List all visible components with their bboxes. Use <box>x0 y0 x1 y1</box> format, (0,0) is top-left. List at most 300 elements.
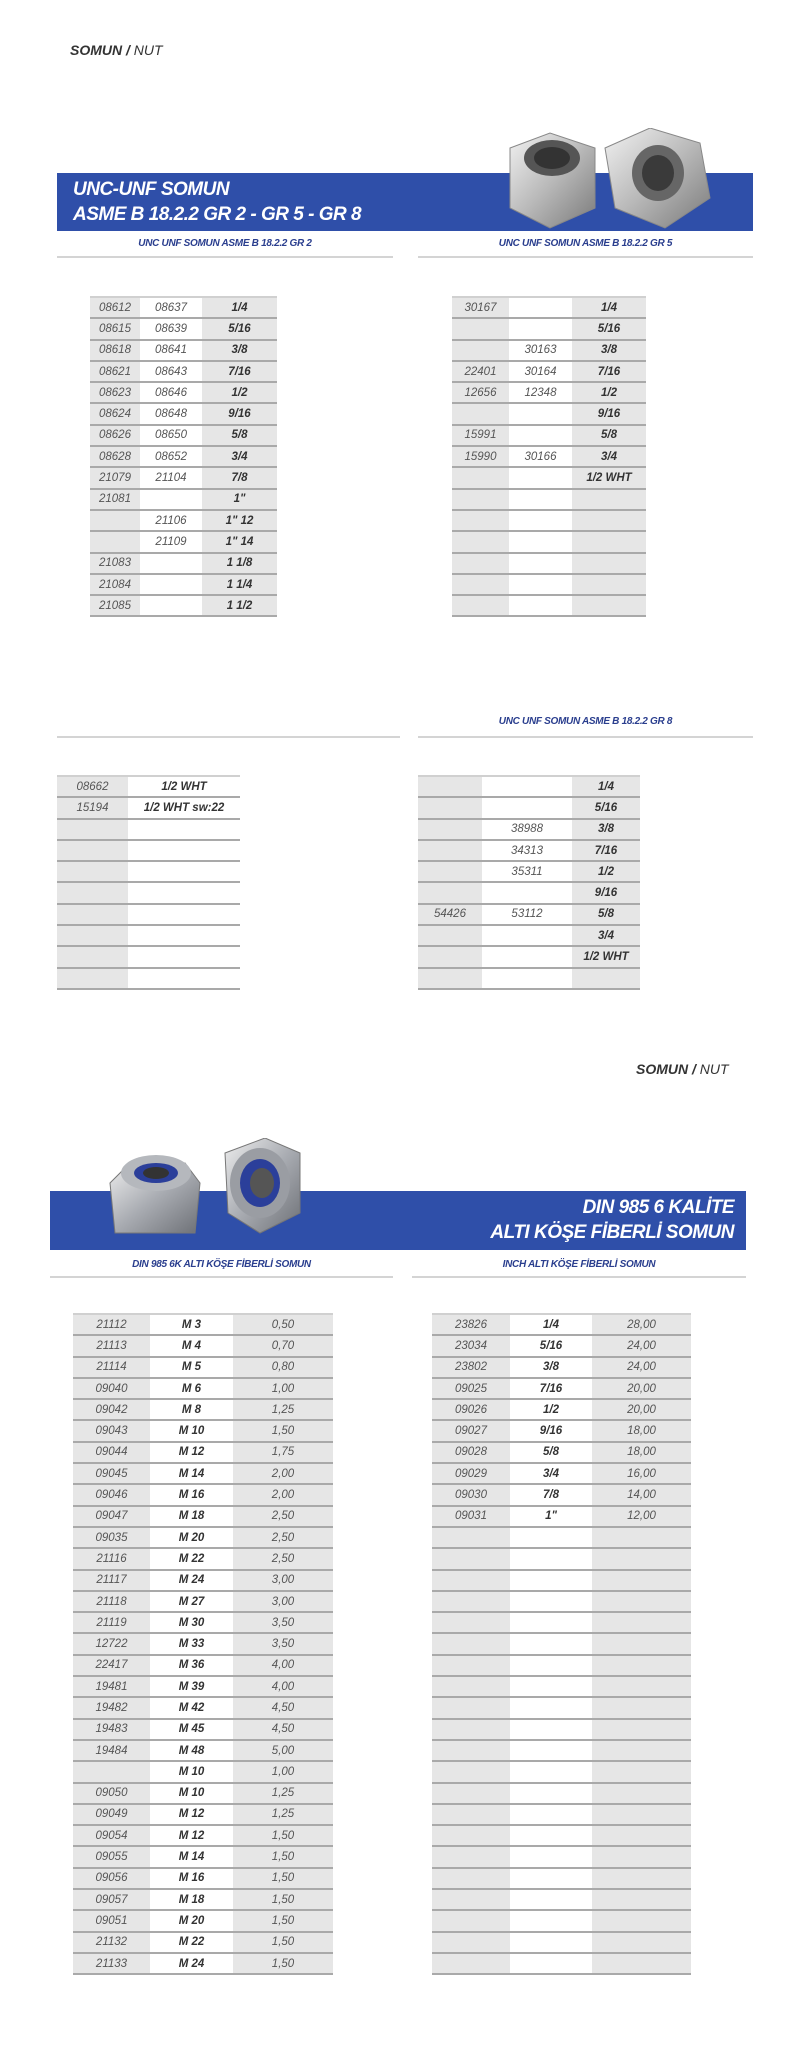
table-cell: 1,75 <box>233 1442 333 1463</box>
table-row <box>73 1719 333 1740</box>
table-cell <box>452 467 509 488</box>
table-cell <box>432 1697 510 1718</box>
table-row <box>432 1633 691 1654</box>
table-row <box>452 340 646 361</box>
table-cell: 1,50 <box>233 1868 333 1889</box>
table-cell <box>510 1633 592 1654</box>
table-row <box>90 425 277 446</box>
table-row <box>452 574 646 595</box>
table-cell: 35311 <box>482 861 572 882</box>
table-cell: M 10 <box>150 1761 233 1782</box>
table-cell: 08624 <box>90 403 140 424</box>
table-row <box>57 797 240 818</box>
subtitle-inch: INCH ALTI KÖŞE FİBERLİ SOMUN <box>502 1259 656 1270</box>
table-row <box>432 1591 691 1612</box>
table-row <box>452 595 646 616</box>
table-row <box>57 925 240 946</box>
table-cell <box>510 1825 592 1846</box>
table-cell: 15991 <box>452 425 509 446</box>
table-cell <box>572 531 646 552</box>
table-cell <box>432 1740 510 1761</box>
table-cell: 21117 <box>73 1570 150 1591</box>
table-row <box>90 467 277 488</box>
table-cell: M 22 <box>150 1932 233 1953</box>
table-cell <box>482 776 572 797</box>
table-cell: M 10 <box>150 1783 233 1804</box>
table-cell: 23826 <box>432 1314 510 1335</box>
table-cell: M 22 <box>150 1548 233 1569</box>
table-cell: 7/16 <box>572 361 646 382</box>
table-cell <box>592 1889 691 1910</box>
table-cell: 08650 <box>140 425 202 446</box>
table-cell: 3/8 <box>572 819 640 840</box>
table-cell: 2,50 <box>233 1548 333 1569</box>
table-cell: M 24 <box>150 1570 233 1591</box>
table-row <box>90 446 277 467</box>
table-cell <box>432 1825 510 1846</box>
divider <box>418 256 753 258</box>
table-cell <box>510 1740 592 1761</box>
table-cell: 5/8 <box>572 425 646 446</box>
table-cell: 09029 <box>432 1463 510 1484</box>
table-cell: 08618 <box>90 340 140 361</box>
table-cell: 18,00 <box>592 1420 691 1441</box>
table-row <box>73 1953 333 1974</box>
table-cell: 12,00 <box>592 1506 691 1527</box>
table-cell: 09031 <box>432 1506 510 1527</box>
table-cell: M 12 <box>150 1825 233 1846</box>
table-cell: 0,50 <box>233 1314 333 1335</box>
table-cell: 09042 <box>73 1399 150 1420</box>
table-cell: M 48 <box>150 1740 233 1761</box>
table-cell: 0,70 <box>233 1335 333 1356</box>
table-cell: 24,00 <box>592 1335 691 1356</box>
table-cell <box>482 925 572 946</box>
table-cell: 38988 <box>482 819 572 840</box>
table-row <box>432 1740 691 1761</box>
table-cell: 09057 <box>73 1889 150 1910</box>
table-cell <box>510 1804 592 1825</box>
table-row <box>73 1868 333 1889</box>
table-cell: 09055 <box>73 1846 150 1867</box>
subtitle-din985: DIN 985 6K ALTI KÖŞE FİBERLİ SOMUN <box>132 1259 311 1270</box>
table-cell <box>592 1719 691 1740</box>
table-row <box>452 467 646 488</box>
table-row <box>452 297 646 318</box>
table-cell: 21084 <box>90 574 140 595</box>
table-row <box>90 340 277 361</box>
table-cell: 21083 <box>90 553 140 574</box>
table-row <box>73 1335 333 1356</box>
table-cell <box>418 968 482 989</box>
table-row <box>90 297 277 318</box>
hex-nut-image <box>500 128 730 238</box>
table-cell: 21079 <box>90 467 140 488</box>
table-cell: 3/4 <box>202 446 277 467</box>
table-gr5 <box>452 296 646 617</box>
table-cell: 19484 <box>73 1740 150 1761</box>
table-cell: 09027 <box>432 1420 510 1441</box>
divider <box>50 1276 393 1278</box>
table-row <box>432 1910 691 1931</box>
table-cell <box>432 1868 510 1889</box>
table-cell <box>592 1953 691 1974</box>
table-row <box>432 1932 691 1953</box>
table-row <box>432 1335 691 1356</box>
table-cell: 08643 <box>140 361 202 382</box>
table-cell <box>572 595 646 616</box>
table-cell <box>418 797 482 818</box>
table-row <box>73 1676 333 1697</box>
table-row <box>73 1357 333 1378</box>
section-header-top <box>70 42 163 58</box>
table-cell: 1/2 WHT sw:22 <box>128 797 240 818</box>
table-cell <box>510 1889 592 1910</box>
table-row <box>432 1719 691 1740</box>
table-cell: 3,50 <box>233 1612 333 1633</box>
divider <box>57 736 400 738</box>
table-cell <box>432 1591 510 1612</box>
table-row <box>73 1314 333 1335</box>
table-cell <box>452 595 509 616</box>
table-cell: 19481 <box>73 1676 150 1697</box>
table-cell: 3,50 <box>233 1633 333 1654</box>
table-cell <box>592 1570 691 1591</box>
table-cell: M 27 <box>150 1591 233 1612</box>
table-cell: 5/8 <box>572 904 640 925</box>
table-cell: 1/2 <box>510 1399 592 1420</box>
table-cell: 1/2 WHT <box>128 776 240 797</box>
table-cell: 16,00 <box>592 1463 691 1484</box>
table-cell: 1/4 <box>572 776 640 797</box>
table-cell: 3,00 <box>233 1591 333 1612</box>
table-cell <box>592 1761 691 1782</box>
table-cell: 3,00 <box>233 1570 333 1591</box>
table-cell <box>57 861 128 882</box>
table-cell: 1" <box>510 1506 592 1527</box>
table-cell: 09028 <box>432 1442 510 1463</box>
table-cell: 08639 <box>140 318 202 339</box>
table-cell: 7/16 <box>510 1378 592 1399</box>
table-cell <box>510 1910 592 1931</box>
table-cell <box>418 946 482 967</box>
table-cell: 34313 <box>482 840 572 861</box>
table-cell: 1/2 <box>572 861 640 882</box>
table-cell: 1,50 <box>233 1846 333 1867</box>
table-cell: 4,50 <box>233 1719 333 1740</box>
table-cell <box>432 1655 510 1676</box>
table-cell: 09054 <box>73 1825 150 1846</box>
table-cell: 3/4 <box>572 446 646 467</box>
table-cell: 2,50 <box>233 1527 333 1548</box>
table-cell: 15194 <box>57 797 128 818</box>
table-cell <box>510 1761 592 1782</box>
table-row <box>452 425 646 446</box>
banner-title-line1: DIN 985 6 KALİTE <box>582 1197 734 1218</box>
header-light: NUT <box>129 42 163 58</box>
table-cell <box>510 1932 592 1953</box>
table-row <box>432 1612 691 1633</box>
table-row <box>432 1889 691 1910</box>
table-cell: 09040 <box>73 1378 150 1399</box>
table-cell <box>452 510 509 531</box>
table-cell: 9/16 <box>572 882 640 903</box>
table-row <box>73 1506 333 1527</box>
table-cell: 2,00 <box>233 1463 333 1484</box>
table-cell <box>572 510 646 531</box>
table-row <box>73 1910 333 1931</box>
table-cell <box>57 904 128 925</box>
table-cell: M 16 <box>150 1868 233 1889</box>
table-row <box>90 531 277 552</box>
table-row <box>418 776 640 797</box>
table-row <box>432 1420 691 1441</box>
table-cell: 08621 <box>90 361 140 382</box>
table-row <box>73 1783 333 1804</box>
table-cell <box>57 819 128 840</box>
table-cell: 4,50 <box>233 1697 333 1718</box>
table-cell: 21104 <box>140 467 202 488</box>
subtitle-gr2: UNC UNF SOMUN ASME B 18.2.2 GR 2 <box>138 238 312 249</box>
table-row <box>73 1378 333 1399</box>
table-cell: M 18 <box>150 1506 233 1527</box>
table-cell <box>128 904 240 925</box>
table-cell: M 42 <box>150 1697 233 1718</box>
table-cell: 1 1/4 <box>202 574 277 595</box>
table-row <box>73 1825 333 1846</box>
table-cell: 08641 <box>140 340 202 361</box>
table-row <box>452 553 646 574</box>
table-cell <box>432 1761 510 1782</box>
table-cell <box>510 1868 592 1889</box>
table-row <box>73 1570 333 1591</box>
table-cell <box>510 1655 592 1676</box>
table-row <box>73 1527 333 1548</box>
table-cell <box>510 1697 592 1718</box>
table-cell: 09050 <box>73 1783 150 1804</box>
table-cell: M 24 <box>150 1953 233 1974</box>
table-cell <box>509 318 572 339</box>
table-row <box>432 1761 691 1782</box>
table-cell <box>592 1527 691 1548</box>
table-cell: 1/2 WHT <box>572 946 640 967</box>
table-row <box>452 361 646 382</box>
table-cell: 12656 <box>452 382 509 403</box>
header-bold: SOMUN / <box>636 1061 696 1077</box>
table-row <box>57 882 240 903</box>
table-cell: 09049 <box>73 1804 150 1825</box>
table-row <box>90 361 277 382</box>
header-light: NUT <box>695 1061 729 1077</box>
table-cell: 19483 <box>73 1719 150 1740</box>
table-cell: M 14 <box>150 1846 233 1867</box>
table-cell <box>418 925 482 946</box>
table-cell <box>128 946 240 967</box>
table-cell <box>509 425 572 446</box>
table-cell: 30163 <box>509 340 572 361</box>
table-cell <box>509 403 572 424</box>
table-cell <box>510 1719 592 1740</box>
table-cell: 08652 <box>140 446 202 467</box>
table-cell <box>452 318 509 339</box>
table-cell <box>57 840 128 861</box>
table-cell: 12348 <box>509 382 572 403</box>
table-cell <box>572 489 646 510</box>
table-cell: 1,50 <box>233 1825 333 1846</box>
table-cell: 5/16 <box>572 318 646 339</box>
table-row <box>418 797 640 818</box>
table-row <box>432 1570 691 1591</box>
table-cell <box>482 968 572 989</box>
table-cell: 9/16 <box>572 403 646 424</box>
table-cell: M 5 <box>150 1357 233 1378</box>
table-cell <box>592 1868 691 1889</box>
table-cell: 08648 <box>140 403 202 424</box>
table-cell: 28,00 <box>592 1314 691 1335</box>
table-cell: 1,50 <box>233 1889 333 1910</box>
table-cell: 08615 <box>90 318 140 339</box>
table-cell <box>509 467 572 488</box>
table-cell <box>592 1655 691 1676</box>
table-row <box>432 1868 691 1889</box>
table-cell <box>432 1932 510 1953</box>
table-row <box>90 510 277 531</box>
table-cell <box>140 489 202 510</box>
table-cell: 08612 <box>90 297 140 318</box>
table-row <box>73 1932 333 1953</box>
table-row <box>73 1761 333 1782</box>
table-cell <box>432 1527 510 1548</box>
table-cell <box>140 574 202 595</box>
table-cell: 3/8 <box>202 340 277 361</box>
table-cell: M 8 <box>150 1399 233 1420</box>
table-row <box>432 1804 691 1825</box>
table-row <box>57 840 240 861</box>
table-row <box>452 510 646 531</box>
table-cell <box>509 595 572 616</box>
table-cell <box>592 1676 691 1697</box>
table-cell: 09025 <box>432 1378 510 1399</box>
table-cell <box>432 1783 510 1804</box>
table-cell <box>510 1783 592 1804</box>
table-cell <box>418 819 482 840</box>
table-cell: 21081 <box>90 489 140 510</box>
table-cell <box>510 1527 592 1548</box>
table-cell: 2,50 <box>233 1506 333 1527</box>
table-cell: M 4 <box>150 1335 233 1356</box>
table-cell <box>418 840 482 861</box>
table-cell: 1/4 <box>202 297 277 318</box>
table-row <box>57 946 240 967</box>
table-cell <box>418 861 482 882</box>
table-row <box>90 318 277 339</box>
table-row <box>432 1697 691 1718</box>
table-row <box>432 1357 691 1378</box>
banner-title-line1: UNC-UNF SOMUN <box>73 179 230 200</box>
table-cell: 1" 12 <box>202 510 277 531</box>
table-cell <box>509 531 572 552</box>
table-cell: 0,80 <box>233 1357 333 1378</box>
table-row <box>418 968 640 989</box>
table-row <box>73 1420 333 1441</box>
table-row <box>73 1463 333 1484</box>
table-cell: 5,00 <box>233 1740 333 1761</box>
table-cell: 5/16 <box>510 1335 592 1356</box>
table-row <box>90 489 277 510</box>
table-gr2 <box>90 296 277 617</box>
table-cell: 3/4 <box>572 925 640 946</box>
table-cell <box>90 531 140 552</box>
table-cell <box>57 925 128 946</box>
table-cell: 1,25 <box>233 1399 333 1420</box>
table-row <box>432 1676 691 1697</box>
table-cell <box>510 1570 592 1591</box>
table-row <box>57 904 240 925</box>
table-row <box>418 861 640 882</box>
table-cell: 21085 <box>90 595 140 616</box>
table-cell: 1/2 <box>202 382 277 403</box>
table-cell <box>452 489 509 510</box>
nylon-lock-nut-image <box>100 1138 320 1243</box>
table-cell: 08623 <box>90 382 140 403</box>
table-cell: 21116 <box>73 1548 150 1569</box>
table-row <box>432 1655 691 1676</box>
table-cell <box>482 946 572 967</box>
table-row <box>73 1804 333 1825</box>
table-cell: 4,00 <box>233 1676 333 1697</box>
table-row <box>73 1655 333 1676</box>
table-row <box>432 1548 691 1569</box>
table-row <box>418 925 640 946</box>
banner-title-line2: ALTI KÖŞE FİBERLİ SOMUN <box>490 1222 734 1243</box>
table-row <box>73 1591 333 1612</box>
table-cell: 30167 <box>452 297 509 318</box>
table-cell: 4,00 <box>233 1655 333 1676</box>
table-row <box>73 1612 333 1633</box>
table-cell: 23802 <box>432 1357 510 1378</box>
table-cell: M 20 <box>150 1527 233 1548</box>
table-cell <box>452 574 509 595</box>
table-cell <box>57 882 128 903</box>
table-cell: M 39 <box>150 1676 233 1697</box>
table-cell <box>509 510 572 531</box>
table-cell: M 12 <box>150 1804 233 1825</box>
table-cell <box>572 968 640 989</box>
table-cell <box>432 1633 510 1654</box>
table-cell: 21113 <box>73 1335 150 1356</box>
table-row <box>57 776 240 797</box>
table-row <box>452 403 646 424</box>
table-cell <box>510 1953 592 1974</box>
table-cell <box>592 1846 691 1867</box>
table-cell: M 45 <box>150 1719 233 1740</box>
table-row <box>452 489 646 510</box>
table-cell <box>452 340 509 361</box>
table-cell: 1 1/2 <box>202 595 277 616</box>
table-cell <box>592 1932 691 1953</box>
table-row <box>57 861 240 882</box>
table-row <box>90 553 277 574</box>
table-cell: 21118 <box>73 1591 150 1612</box>
table-cell: M 10 <box>150 1420 233 1441</box>
table-cell: 53112 <box>482 904 572 925</box>
table-cell <box>128 968 240 989</box>
table-row <box>418 840 640 861</box>
table-cell <box>592 1825 691 1846</box>
table-row <box>452 446 646 467</box>
table-cell: 09046 <box>73 1484 150 1505</box>
table-row <box>73 1697 333 1718</box>
